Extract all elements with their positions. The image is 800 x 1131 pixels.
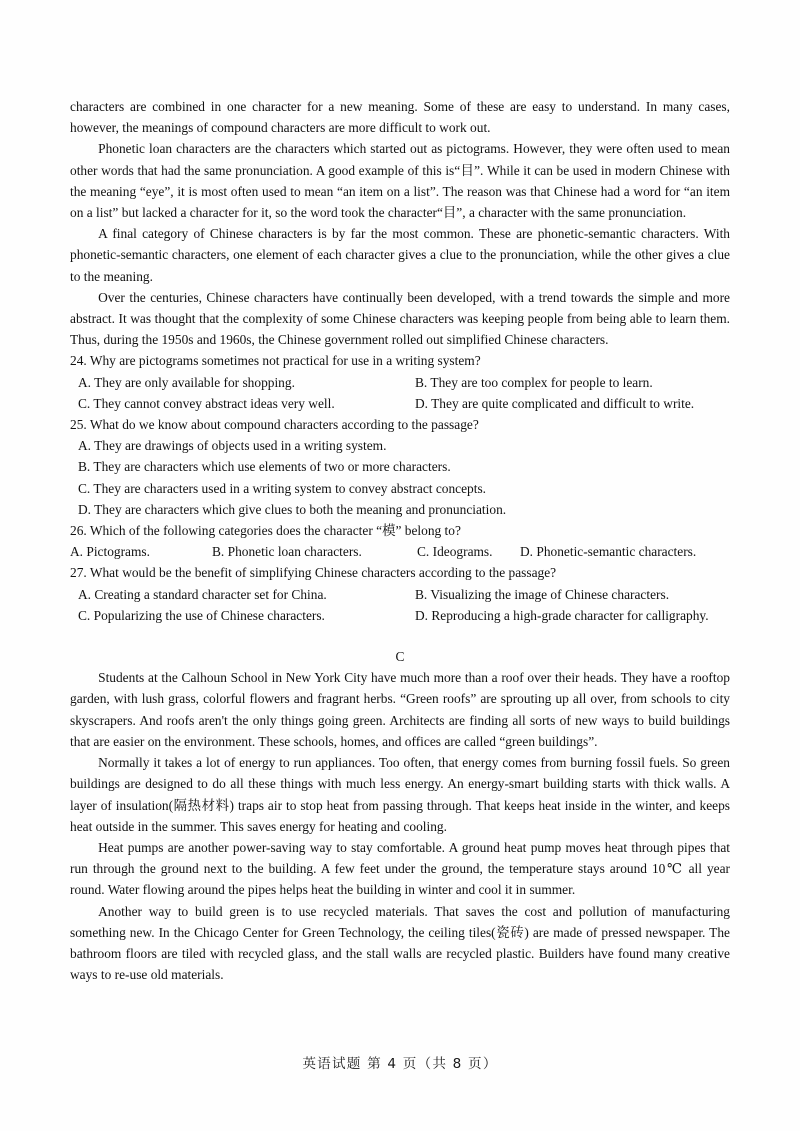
section-c-letter: C xyxy=(395,649,405,665)
question-25-stem: 25. What do we know about compound characters according to the passage? xyxy=(70,417,479,433)
question-27-options-row-2 xyxy=(70,605,730,626)
question-26-option-d[interactable]: D. Phonetic-semantic characters. xyxy=(520,544,697,560)
section-gap xyxy=(70,626,730,646)
section-c-paragraph-1: Students at the Calhoun School in New York City have much more than a roof over their heads. They have a rooftop garden, with lush grass, colorful flowers and fragrant herbs. “Green roofs” are sprouting up all over, from schools to city skyscrapers. And roofs aren't the only things going green. Architects are finding all sorts of new ways to build buildings that are easier on the environment. These schools, homes, and offices are called “green buildings”. xyxy=(70,670,730,749)
question-25-option-c[interactable]: C. They are characters used in a writing system to convey abstract concepts. xyxy=(78,480,487,496)
question-25-option-d[interactable]: D. They are characters which give clues to both the meaning and pronunciation. xyxy=(78,501,507,517)
question-25 xyxy=(70,414,730,520)
question-26-stem: 26. Which of the following categories does the character “模” belong to? xyxy=(70,523,461,539)
question-27 xyxy=(70,562,730,626)
page-content xyxy=(70,96,730,985)
question-26-option-a[interactable]: A. Pictograms. xyxy=(70,544,150,560)
question-24-option-a[interactable]: A. They are only available for shopping. xyxy=(78,374,295,390)
question-24-stem: 24. Why are pictograms sometimes not practical for use in a writing system? xyxy=(70,353,481,369)
question-27-stem: 27. What would be the benefit of simplifying Chinese characters according to the passage? xyxy=(70,565,557,581)
section-c-paragraph-4: Another way to build green is to use recycled materials. That saves the cost and pollution of manufacturing something new. In the Chicago Center for Green Technology, the ceiling tiles(瓷砖) are made of pressed newspaper. The bathroom floors are tiled with recycled glass, and the stall walls are recycled plastic. Builders have found many creative ways to re-use old materials. xyxy=(70,903,730,983)
question-25-option-a[interactable]: A. They are drawings of objects used in a writing system. xyxy=(78,438,387,454)
section-c-paragraph-3: Heat pumps are another power-saving way to stay comfortable. A ground heat pump moves heat through pipes that run through the ground next to the building. A few feet under the ground, the temperature stays around 10℃ all year round. Water flowing around the pipes helps heat the building in winter and cool it in summer. xyxy=(70,839,730,898)
question-26-options-row xyxy=(70,541,730,562)
question-27-option-b[interactable]: B. Visualizing the image of Chinese characters. xyxy=(415,586,670,602)
question-24-option-c[interactable]: C. They cannot convey abstract ideas very well. xyxy=(78,395,335,411)
paragraph-simplification: Over the centuries, Chinese characters have continually been developed, with a trend towards the simple and more abstract. It was thought that the complexity of some Chinese characters was keeping people from being able to learn them. Thus, during the 1950s and 1960s, the Chinese government rolled out simplified Chinese characters. xyxy=(70,289,730,348)
question-27-option-a[interactable]: A. Creating a standard character set for China. xyxy=(78,586,327,602)
question-24-option-b[interactable]: B. They are too complex for people to learn. xyxy=(415,374,653,390)
question-24-options-row-1 xyxy=(70,372,730,393)
question-24 xyxy=(70,350,730,414)
paragraph-continuation: characters are combined in one character for a new meaning. Some of these are easy to understand. In many cases, however, the meanings of compound characters are more difficult to work out. xyxy=(70,99,730,136)
question-24-options-row-2 xyxy=(70,393,730,414)
paragraph-phonetic-loan: Phonetic loan characters are the characters which started out as pictograms. However, they were often used to mean other words that had the same pronunciation. A good example of this is“目”. While it can be used in modern Chinese with the meaning “eye”, it is most often used to mean “an item on a list”. The reason was that Chinese had a word for “an item on a list” but lacked a character for it, so the word took the character“目”, a character with the same pronunciation. xyxy=(70,141,730,221)
question-26-option-b[interactable]: B. Phonetic loan characters. xyxy=(212,544,362,560)
paragraph-phonetic-semantic: A final category of Chinese characters is by far the most common. These are phonetic-semantic characters. With phonetic-semantic characters, one element of each character gives a clue to the pronunciation, while the other gives a clue to the meaning. xyxy=(70,226,730,284)
question-25-option-b[interactable]: B. They are characters which use elements of two or more characters. xyxy=(78,459,451,475)
section-c-paragraph-2: Normally it takes a lot of energy to run appliances. Too often, that energy comes from burning fossil fuels. So green buildings are designed to do all these things with much less energy. An energy-smart building starts with thick walls. A layer of insulation(隔热材料) traps air to stop heat from passing through. That keeps heat inside in the winter, and keeps heat outside in the summer. This saves energy for heating and cooling. xyxy=(70,755,730,834)
question-24-option-d[interactable]: D. They are quite complicated and difficult to write. xyxy=(415,395,695,411)
question-27-options-row-1 xyxy=(70,584,730,605)
question-27-option-d[interactable]: D. Reproducing a high-grade character for calligraphy. xyxy=(415,607,709,623)
question-26 xyxy=(70,520,730,562)
page-footer: 英语试题 第 4 页（共 8 页） xyxy=(302,1056,498,1072)
question-26-option-c[interactable]: C. Ideograms. xyxy=(417,544,493,560)
question-27-option-c[interactable]: C. Popularizing the use of Chinese characters. xyxy=(78,607,325,623)
